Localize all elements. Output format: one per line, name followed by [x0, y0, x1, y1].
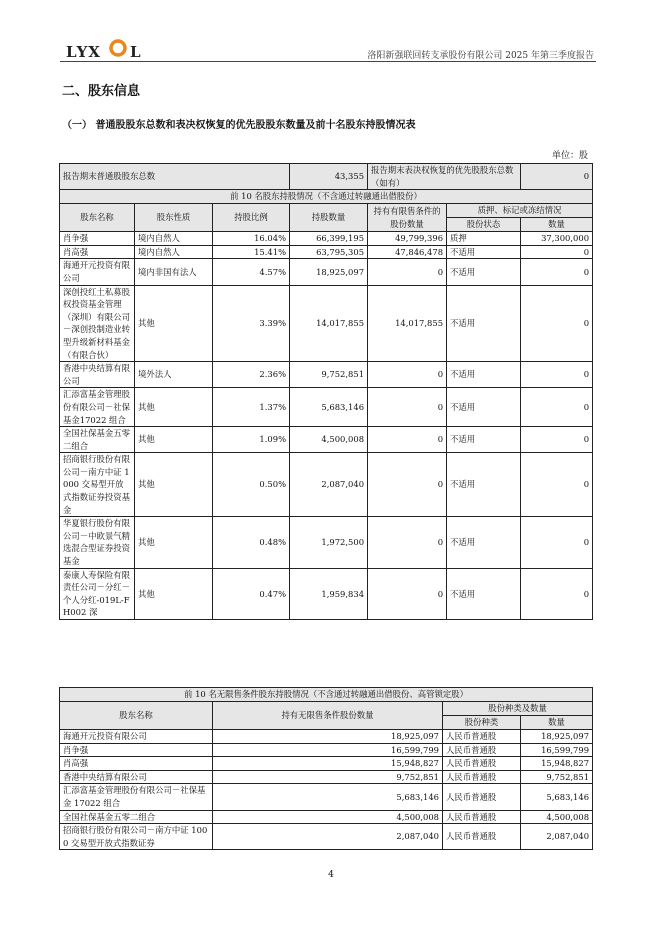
top10-section-header — [60, 190, 593, 204]
share-type-quantity: 4,500,008 — [521, 810, 593, 824]
holding-quantity: 14,017,855 — [290, 285, 368, 362]
shareholder-nature: 其他 — [135, 568, 213, 619]
shareholder-name: 海通开元投资有限公司 — [60, 259, 135, 285]
shareholder-name: 肖争强 — [60, 743, 213, 757]
logo-ring-icon — [108, 38, 128, 58]
unrestricted-quantity: 2,087,040 — [213, 824, 443, 850]
document-title: 洛阳新强联回转支承股份有限公司 2025 年第三季度报告 — [367, 51, 594, 61]
restricted-quantity: 49,799,396 — [368, 232, 447, 246]
shareholder-nature: 其他 — [135, 388, 213, 427]
shareholder-name: 肖争强 — [60, 232, 135, 246]
pledge-status: 不适用 — [447, 388, 521, 427]
shareholder-name: 肖高强 — [60, 757, 213, 771]
shareholder-nature: 境内自然人 — [135, 245, 213, 259]
header-divider — [60, 61, 596, 62]
table-row — [60, 824, 593, 850]
unrestricted-table — [59, 687, 593, 850]
unrestricted-quantity: 16,599,799 — [213, 743, 443, 757]
share-type: 人民币普通股 — [443, 770, 521, 784]
summary-row — [60, 164, 593, 190]
summary-value-1: 43,355 — [290, 164, 368, 190]
top10-header-row-1 — [60, 204, 593, 218]
share-type-quantity: 18,925,097 — [521, 730, 593, 744]
summary-label-1: 报告期末普通股股东总数 — [60, 164, 290, 190]
share-type: 人民币普通股 — [443, 743, 521, 757]
share-type-quantity: 16,599,799 — [521, 743, 593, 757]
pledge-quantity: 0 — [521, 388, 593, 427]
shareholder-nature: 其他 — [135, 453, 213, 517]
shareholder-name: 深创投红土私募股权投资基金管理（深圳）有限公司－深创投制造业转型升级新材料基金（有限合伙） — [60, 285, 135, 362]
share-type: 人民币普通股 — [443, 824, 521, 850]
table-row — [60, 810, 593, 824]
subsection-title: （一） 普通股股东总数和表决权恢复的优先股股东数量及前十名股东持股情况表 — [62, 120, 416, 131]
unrestricted-section-title: 前 10 名无限售条件股东持股情况（不含通过转融通出借股份、高管锁定股） — [60, 688, 593, 702]
share-type: 人民币普通股 — [443, 757, 521, 771]
pledge-quantity: 0 — [521, 259, 593, 285]
table-row — [60, 245, 593, 259]
pledge-quantity: 0 — [521, 245, 593, 259]
holding-ratio: 15.41% — [213, 245, 290, 259]
table-row — [60, 388, 593, 427]
restricted-quantity: 0 — [368, 388, 447, 427]
holding-ratio: 3.39% — [213, 285, 290, 362]
u-col-header-qty: 持有无限售条件股份数量 — [213, 702, 443, 730]
col-header-restricted: 持有有限售条件的股份数量 — [368, 204, 447, 232]
holding-quantity: 63,795,305 — [290, 245, 368, 259]
holding-quantity: 4,500,008 — [290, 427, 368, 453]
shareholder-nature: 其他 — [135, 285, 213, 362]
shareholder-nature: 境外法人 — [135, 362, 213, 388]
shareholder-name: 肖高强 — [60, 245, 135, 259]
holding-ratio: 1.09% — [213, 427, 290, 453]
unrestricted-quantity: 9,752,851 — [213, 770, 443, 784]
pledge-quantity: 0 — [521, 362, 593, 388]
restricted-quantity: 0 — [368, 427, 447, 453]
col-header-pledge-group: 质押、标记或冻结情况 — [447, 204, 593, 218]
shareholder-nature: 其他 — [135, 517, 213, 568]
summary-label-2: 报告期末表决权恢复的优先股股东总数（如有） — [368, 164, 521, 190]
unrestricted-quantity: 15,948,827 — [213, 757, 443, 771]
shareholder-name: 华夏银行股份有限公司－中欧景气精选混合型证券投资基金 — [60, 517, 135, 568]
shareholder-name: 汇添富基金管理股份有限公司－社保基金 17022 组合 — [60, 784, 213, 810]
restricted-quantity: 14,017,855 — [368, 285, 447, 362]
holding-quantity: 1,959,834 — [290, 568, 368, 619]
u-col-header-name: 股东名称 — [60, 702, 213, 730]
pledge-status: 不适用 — [447, 453, 521, 517]
pledge-quantity: 0 — [521, 568, 593, 619]
table-row — [60, 427, 593, 453]
pledge-status: 不适用 — [447, 362, 521, 388]
shareholder-nature: 境内自然人 — [135, 232, 213, 246]
shareholder-table — [59, 163, 593, 620]
col-header-nature: 股东性质 — [135, 204, 213, 232]
table-row — [60, 453, 593, 517]
table-row — [60, 517, 593, 568]
holding-quantity: 2,087,040 — [290, 453, 368, 517]
unrestricted-quantity: 4,500,008 — [213, 810, 443, 824]
shareholder-name: 招商银行股份有限公司－南方中证 1000 交易型开放式指数证券投资基金 — [60, 453, 135, 517]
share-type-quantity: 15,948,827 — [521, 757, 593, 771]
restricted-quantity: 0 — [368, 453, 447, 517]
table-row — [60, 770, 593, 784]
pledge-status: 质押 — [447, 232, 521, 246]
shareholder-name: 香港中央结算有限公司 — [60, 770, 213, 784]
table-row — [60, 259, 593, 285]
holding-quantity: 66,399,195 — [290, 232, 368, 246]
col-header-pledge-qty: 数量 — [521, 218, 593, 232]
unrestricted-header-row-1 — [60, 702, 593, 716]
col-header-name: 股东名称 — [60, 204, 135, 232]
holding-ratio: 16.04% — [213, 232, 290, 246]
pledge-status: 不适用 — [447, 517, 521, 568]
unrestricted-quantity: 5,683,146 — [213, 784, 443, 810]
col-header-qty: 持股数量 — [290, 204, 368, 232]
table-row — [60, 730, 593, 744]
unrestricted-quantity: 18,925,097 — [213, 730, 443, 744]
restricted-quantity: 0 — [368, 568, 447, 619]
holding-ratio: 0.48% — [213, 517, 290, 568]
holding-ratio: 4.57% — [213, 259, 290, 285]
unit-label: 单位：股 — [551, 151, 588, 161]
table-row — [60, 232, 593, 246]
u-col-header-type: 股份种类 — [443, 716, 521, 730]
u-col-header-type-qty: 数量 — [521, 716, 593, 730]
restricted-quantity: 0 — [368, 517, 447, 568]
pledge-status: 不适用 — [447, 245, 521, 259]
u-col-header-type-group: 股份种类及数量 — [443, 702, 593, 716]
logo-text-right: L — [130, 43, 142, 61]
page-number: 4 — [328, 870, 334, 880]
share-type: 人民币普通股 — [443, 810, 521, 824]
holding-quantity: 5,683,146 — [290, 388, 368, 427]
share-type-quantity: 2,087,040 — [521, 824, 593, 850]
col-header-ratio: 持股比例 — [213, 204, 290, 232]
pledge-status: 不适用 — [447, 285, 521, 362]
pledge-status: 不适用 — [447, 427, 521, 453]
table-row — [60, 784, 593, 810]
table-row — [60, 743, 593, 757]
shareholder-nature: 境内非国有法人 — [135, 259, 213, 285]
restricted-quantity: 47,846,478 — [368, 245, 447, 259]
pledge-quantity: 0 — [521, 427, 593, 453]
shareholder-name: 招商银行股份有限公司－南方中证 1000 交易型开放式指数证券 — [60, 824, 213, 850]
pledge-quantity: 0 — [521, 285, 593, 362]
holding-quantity: 9,752,851 — [290, 362, 368, 388]
holding-quantity: 18,925,097 — [290, 259, 368, 285]
share-type: 人民币普通股 — [443, 730, 521, 744]
holding-ratio: 0.50% — [213, 453, 290, 517]
shareholder-name: 全国社保基金五零二组合 — [60, 810, 213, 824]
shareholder-name: 泰康人寿保险有限责任公司－分红－个人分红-019L-FH002 深 — [60, 568, 135, 619]
shareholder-name: 海通开元投资有限公司 — [60, 730, 213, 744]
pledge-status: 不适用 — [447, 568, 521, 619]
logo-text-left: LYX — [66, 43, 101, 61]
pledge-quantity: 37,300,000 — [521, 232, 593, 246]
pledge-quantity: 0 — [521, 453, 593, 517]
holding-ratio: 0.47% — [213, 568, 290, 619]
shareholder-nature: 其他 — [135, 427, 213, 453]
holding-ratio: 2.36% — [213, 362, 290, 388]
shareholder-name: 汇添富基金管理股份有限公司－社保基金17022 组合 — [60, 388, 135, 427]
pledge-status: 不适用 — [447, 259, 521, 285]
restricted-quantity: 0 — [368, 362, 447, 388]
shareholder-name: 全国社保基金五零二组合 — [60, 427, 135, 453]
share-type-quantity: 5,683,146 — [521, 784, 593, 810]
table-row — [60, 568, 593, 619]
col-header-pledge-status: 股份状态 — [447, 218, 521, 232]
table-row — [60, 757, 593, 771]
table-row — [60, 362, 593, 388]
section-title: 二、股东信息 — [62, 84, 141, 99]
summary-value-2: 0 — [521, 164, 593, 190]
pledge-quantity: 0 — [521, 517, 593, 568]
table-row — [60, 285, 593, 362]
share-type: 人民币普通股 — [443, 784, 521, 810]
restricted-quantity: 0 — [368, 259, 447, 285]
unrestricted-section-header — [60, 688, 593, 702]
shareholder-name: 香港中央结算有限公司 — [60, 362, 135, 388]
holding-quantity: 1,972,500 — [290, 517, 368, 568]
holding-ratio: 1.37% — [213, 388, 290, 427]
top10-section-title: 前 10 名股东持股情况（不含通过转融通出借股份） — [60, 190, 593, 204]
share-type-quantity: 9,752,851 — [521, 770, 593, 784]
